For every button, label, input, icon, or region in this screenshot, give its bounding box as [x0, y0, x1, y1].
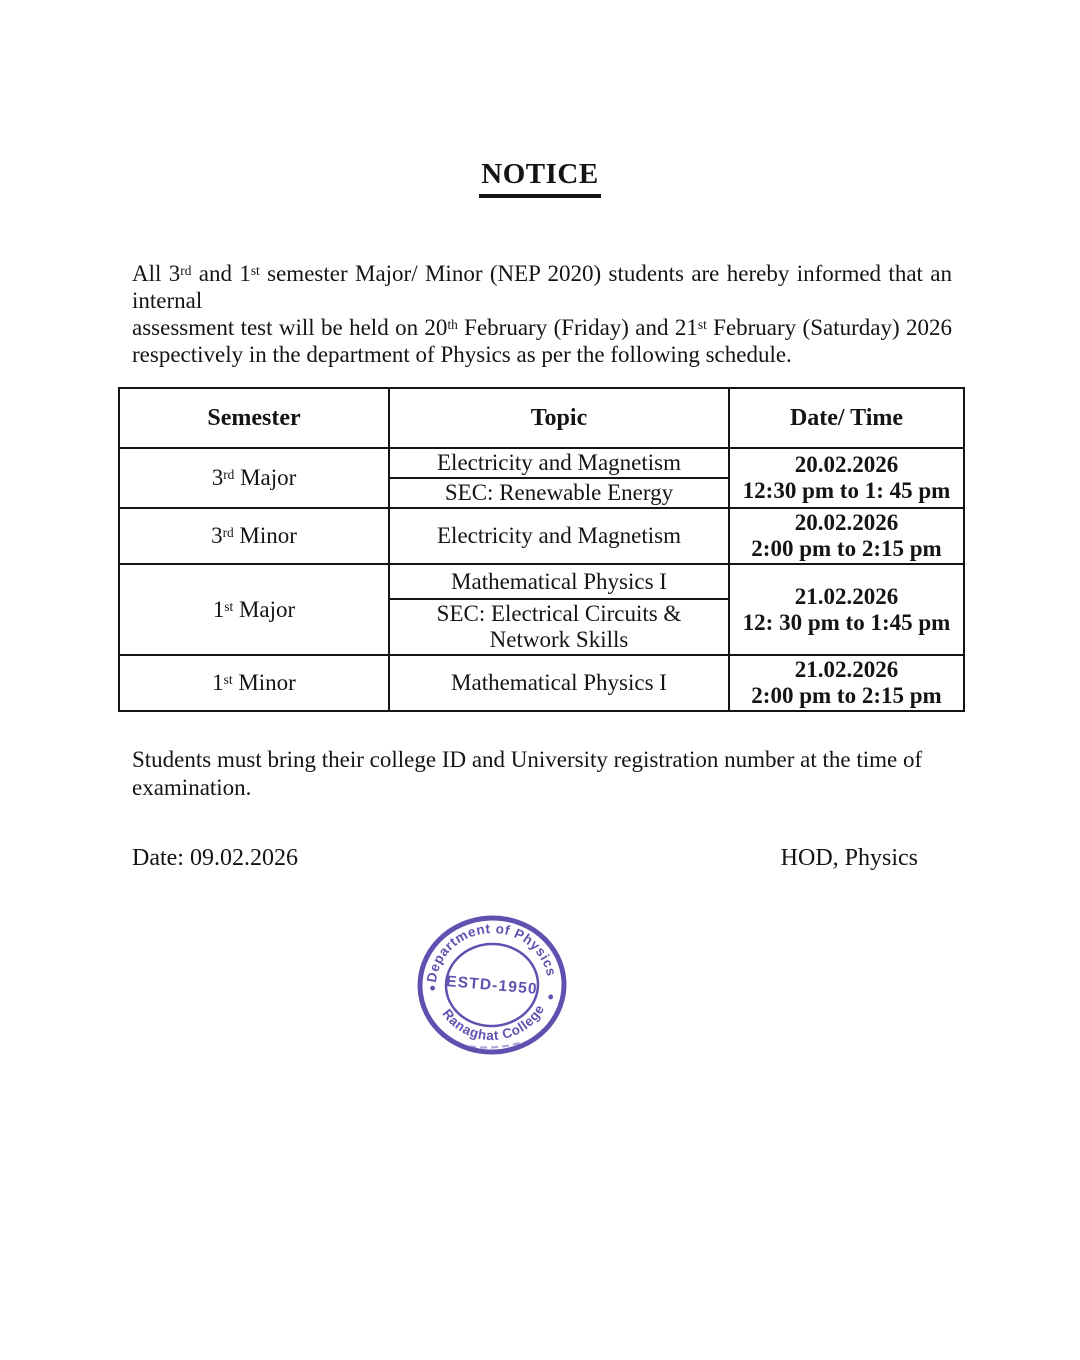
topic-sec-cell: SEC: Electrical Circuits & Network Skills — [389, 599, 729, 655]
intro-text: February (Saturday) 2026 — [706, 315, 952, 340]
department-stamp — [406, 904, 578, 1066]
intro-text: assessment test will be held on 20 — [132, 315, 448, 340]
stamp-graphic — [406, 904, 578, 1066]
topic-sec-cell: SEC: Renewable Energy — [389, 478, 729, 508]
header-row — [119, 388, 964, 448]
stamp-arc-top-text: Department of Physics — [423, 921, 560, 984]
topic-cell: Mathematical Physics I — [389, 564, 729, 599]
superscript: st — [250, 263, 260, 278]
superscript: th — [447, 317, 458, 332]
note-paragraph — [132, 746, 962, 802]
intro-text: February (Friday) and 21 — [457, 315, 698, 340]
row-1st-minor — [119, 655, 964, 711]
superscript: st — [697, 317, 707, 332]
time-line: 12:30 pm to 1: 45 pm — [742, 478, 951, 503]
note-line-2: examination. — [132, 775, 252, 800]
intro-text: All 3 — [132, 261, 181, 286]
note-line-1: Students must bring their college ID and University registration number at the time of — [132, 747, 923, 772]
time-line: 12: 30 pm to 1:45 pm — [742, 609, 951, 635]
superscript: st — [224, 598, 234, 614]
intro-text: semester Major/ Minor (NEP 2020) students are hereby informed that an internal — [132, 261, 953, 313]
time-line: 2:00 pm to 2:15 pm — [751, 536, 942, 561]
semester-cell — [119, 564, 389, 655]
footer-row — [132, 845, 918, 872]
semester-label: Major — [234, 465, 297, 490]
semester-label: Minor — [232, 670, 296, 695]
superscript: rd — [222, 525, 234, 540]
semester-cell — [119, 655, 389, 711]
semester-number: 1 — [212, 670, 224, 695]
row-1st-major — [119, 564, 964, 599]
issue-date: Date: 09.02.2026 — [132, 845, 298, 871]
time-line: 2:00 pm to 2:15 pm — [751, 683, 942, 708]
superscript: st — [223, 672, 233, 687]
semester-cell — [119, 448, 389, 508]
row-3rd-major — [119, 448, 964, 478]
row-3rd-minor — [119, 508, 964, 564]
topic-cell: Electricity and Magnetism — [389, 448, 729, 478]
date-line: 20.02.2026 — [794, 452, 899, 477]
schedule-table-wrap — [118, 387, 965, 712]
stamp-left-dot — [430, 986, 435, 991]
datetime-cell — [729, 655, 964, 711]
datetime-cell — [729, 564, 964, 655]
title-row — [0, 158, 1080, 198]
datetime-cell — [729, 508, 964, 564]
schedule-table — [118, 387, 965, 712]
stamp-center-text: ESTD-1950 — [445, 973, 539, 998]
superscript: rd — [180, 263, 192, 278]
header-datetime: Date/ Time — [729, 388, 964, 448]
semester-cell — [119, 508, 389, 564]
header-topic: Topic — [389, 388, 729, 448]
semester-label: Minor — [233, 523, 297, 548]
date-line: 21.02.2026 — [794, 583, 899, 609]
superscript: rd — [223, 467, 235, 482]
intro-paragraph — [132, 260, 952, 368]
semester-number: 1 — [212, 596, 225, 622]
intro-text: and 1 — [191, 261, 251, 286]
date-line: 20.02.2026 — [794, 510, 899, 535]
signature-hod: HOD, Physics — [780, 845, 918, 871]
semester-label: Major — [233, 596, 296, 622]
stamp-right-dot — [548, 994, 553, 999]
page-title: NOTICE — [479, 158, 600, 198]
intro-line-2 — [132, 314, 952, 341]
topic-cell: Electricity and Magnetism — [389, 508, 729, 564]
stamp-arc-bottom-text: Ranaghat College — [439, 1001, 548, 1044]
header-semester: Semester — [119, 388, 389, 448]
datetime-cell — [729, 448, 964, 508]
semester-number: 3 — [211, 465, 224, 490]
intro-line-1 — [132, 260, 952, 314]
intro-text: respectively in the department of Physics as per the following schedule. — [132, 342, 792, 367]
semester-number: 3 — [211, 523, 223, 548]
intro-line-3 — [132, 341, 952, 368]
date-line: 21.02.2026 — [794, 657, 899, 682]
topic-cell: Mathematical Physics I — [389, 655, 729, 711]
